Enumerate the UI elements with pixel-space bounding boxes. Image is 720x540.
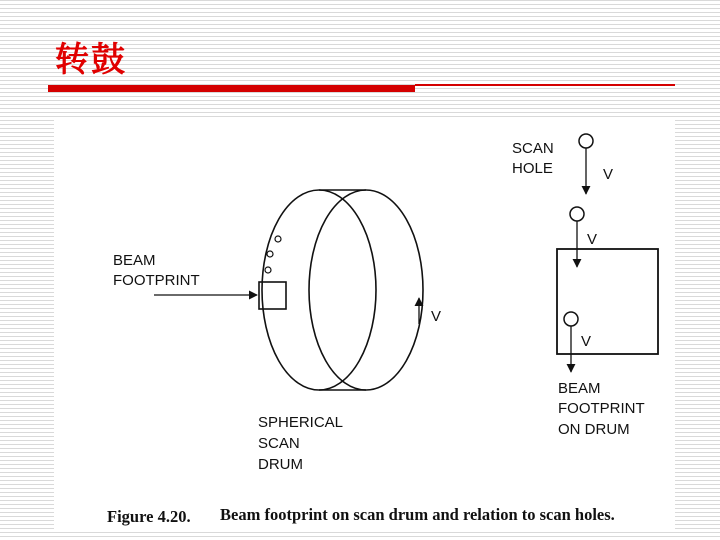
title-underline-thin: [415, 84, 675, 86]
slide-title: 转鼓: [55, 40, 127, 80]
label-drum-velocity: V: [431, 308, 442, 325]
label-on-drum-1: BEAM: [558, 380, 601, 397]
label-hole-velocity-1: V: [603, 166, 614, 183]
drum-hole: [275, 236, 281, 242]
title-underline: [48, 85, 415, 92]
drum-hole: [265, 267, 271, 273]
label-beam-footprint-2: FOOTPRINT: [113, 272, 200, 289]
drum-holes: [265, 236, 281, 273]
label-spherical-1: SPHERICAL: [258, 414, 344, 431]
label-scan-hole-2: HOLE: [512, 160, 553, 177]
figure-panel: [54, 118, 675, 530]
drum-hole: [267, 251, 273, 257]
label-hole-velocity-3: V: [581, 333, 592, 350]
label-beam-footprint-1: BEAM: [113, 252, 156, 269]
label-on-drum-2: FOOTPRINT: [558, 400, 645, 417]
scan-hole-2: [570, 207, 584, 221]
scan-hole-3: [564, 312, 578, 326]
label-spherical-3: DRUM: [258, 456, 303, 473]
drum-diagram: [54, 118, 675, 530]
label-hole-velocity-2: V: [587, 231, 598, 248]
scan-hole-frame: [557, 249, 658, 354]
scan-hole-1: [579, 134, 593, 148]
drum-back-ellipse: [309, 190, 423, 390]
drum-front-ellipse: [262, 190, 376, 390]
label-spherical-2: SCAN: [258, 435, 300, 452]
label-scan-hole-1: SCAN: [512, 140, 554, 157]
figure-caption-text: Beam footprint on scan drum and relation to scan holes.: [220, 505, 615, 524]
figure-caption-number: Figure 4.20.: [107, 507, 191, 526]
label-on-drum-3: ON DRUM: [558, 421, 630, 438]
